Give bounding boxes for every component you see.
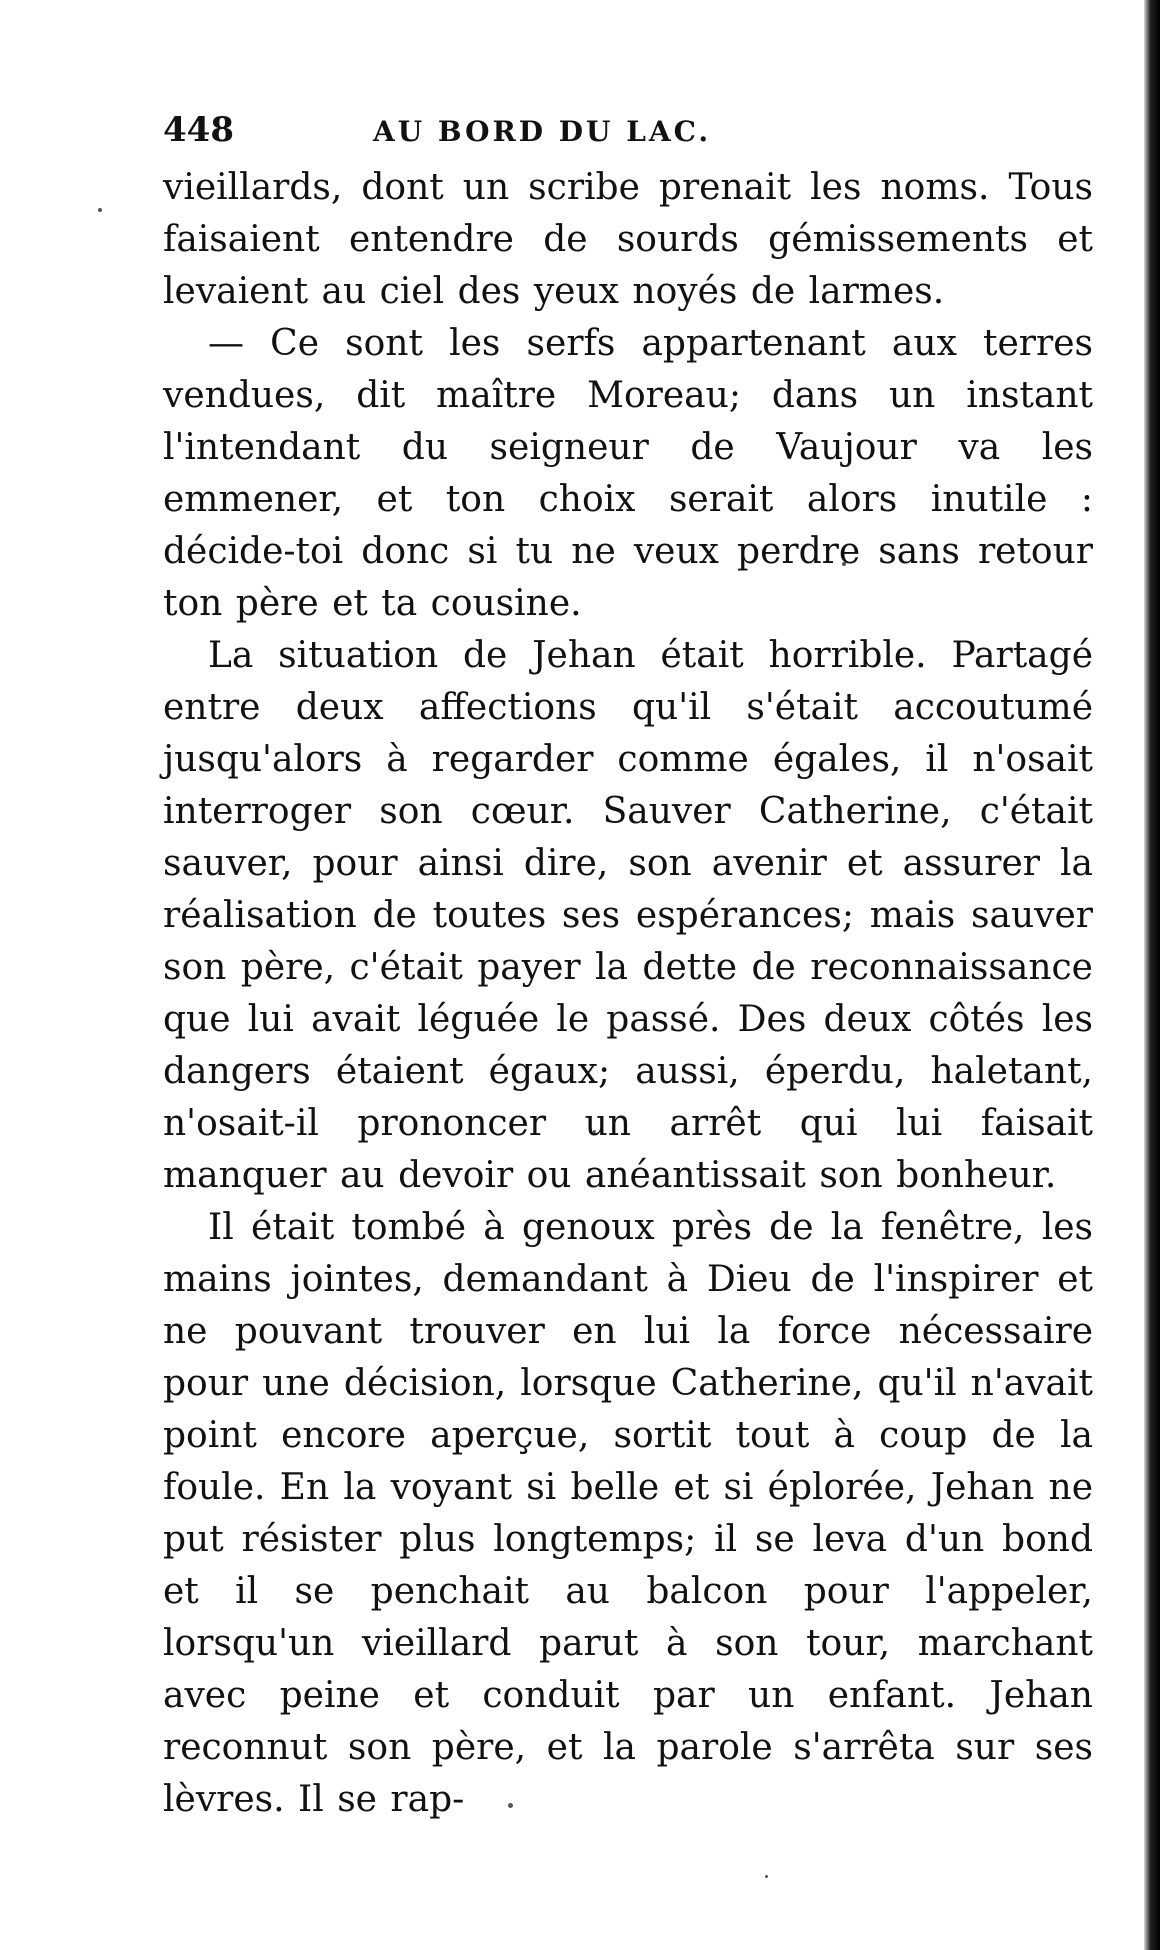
page-number: 448 — [163, 110, 234, 150]
paragraph: — Ce sont les serfs appartenant aux terres vendues, dit maître Moreau; dans un instant l'intendant du seigneur de Vaujour va les emmener, et ton choix serait alors inutile : décide-toi donc si tu ne veux perdre sans retour ton père et ta cousine. — [163, 323, 1093, 624]
print-speck — [765, 1875, 768, 1878]
paragraph: vieillards, dont un scribe prenait les noms. Tous faisaient entendre de sourds gémissements et levaient au ciel des yeux noyés de larmes. — [163, 167, 1093, 312]
paragraph: La situation de Jehan était horrible. Partagé entre deux affections qu'il s'était accoutumé jusqu'alors à regarder comme égales, il n'osait interroger son cœur. Sauver Catherine, c'était sauver, pour ainsi dire, son avenir et assurer la réalisation de toutes ses espérances; mais sauver son père, c'était payer la dette de reconnaissance que lui avait léguée le passé. Des deux côtés les dangers étaient égaux; aussi, éperdu, haletant, n'osait-il prononcer un arrêt qui lui faisait manquer au devoir ou anéantissait son bonheur. — [163, 635, 1093, 1196]
text-block — [163, 110, 1093, 1826]
body-text — [163, 162, 1093, 1826]
page-edge-shadow — [1144, 0, 1160, 1950]
print-speck — [98, 208, 102, 212]
paragraph: Il était tombé à genoux près de la fenêtre, les mains jointes, demandant à Dieu de l'inspirer et ne pouvant trouver en lui la force nécessaire pour une décision, lorsque Catherine, qu'il n'avait point encore aperçue, sortit tout à coup de la foule. En la voyant si belle et si éplorée, Jehan ne put résister plus longtemps; il se leva d'un bond et il se penchait au balcon pour l'appeler, lorsqu'un vieillard parut à son tour, marchant avec peine et conduit par un enfant. Jehan reconnut son père, et la parole s'arrêta sur ses lèvres. Il se rap- — [163, 1207, 1093, 1820]
running-head — [163, 110, 1093, 162]
running-title: AU BORD DU LAC. — [373, 115, 712, 148]
